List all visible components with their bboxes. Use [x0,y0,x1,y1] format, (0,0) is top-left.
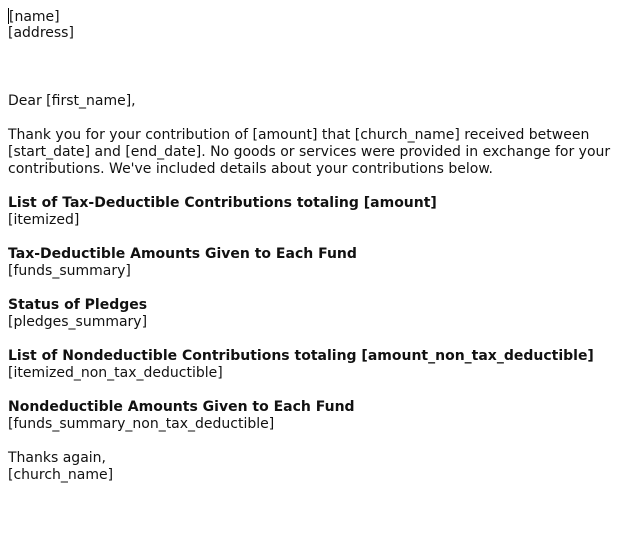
pledges-summary: [pledges_summary] [8,314,148,330]
tax-deductible-heading: List of Tax-Deductible Contributions totaling [amount] [8,195,437,211]
recipient-address: [address] [8,25,74,41]
funds-heading: Tax-Deductible Amounts Given to Each Fund [8,246,357,262]
spacer [8,110,617,127]
spacer [8,229,617,246]
nondeductible-funds-heading: Nondeductible Amounts Given to Each Fund [8,399,355,415]
spacer [8,178,617,195]
recipient-name-line [8,8,617,25]
spacer [8,382,617,399]
nondeductible-itemized: [itemized_non_tax_deductible] [8,365,223,381]
spacer [8,280,617,297]
funds-summary: [funds_summary] [8,263,131,279]
tax-deductible-itemized: [itemized] [8,212,80,228]
greeting: Dear [first_name], [8,93,136,109]
recipient-name: [name] [9,9,60,25]
intro-line-1: Thank you for your contribution of [amount] that [church_name] received between [8,127,590,143]
nondeductible-heading: List of Nondeductible Contributions totaling [amount_non_tax_deductible] [8,348,594,364]
spacer [8,331,617,348]
intro-line-3: contributions. We've included details about your contributions below. [8,161,493,177]
spacer [8,42,617,93]
signature: [church_name] [8,467,114,483]
pledges-heading: Status of Pledges [8,297,148,313]
spacer [8,433,617,450]
closing: Thanks again, [8,450,106,466]
nondeductible-funds-summary: [funds_summary_non_tax_deductible] [8,416,275,432]
intro-line-2: [start_date] and [end_date]. No goods or services were provided in exchange for your [8,144,611,160]
